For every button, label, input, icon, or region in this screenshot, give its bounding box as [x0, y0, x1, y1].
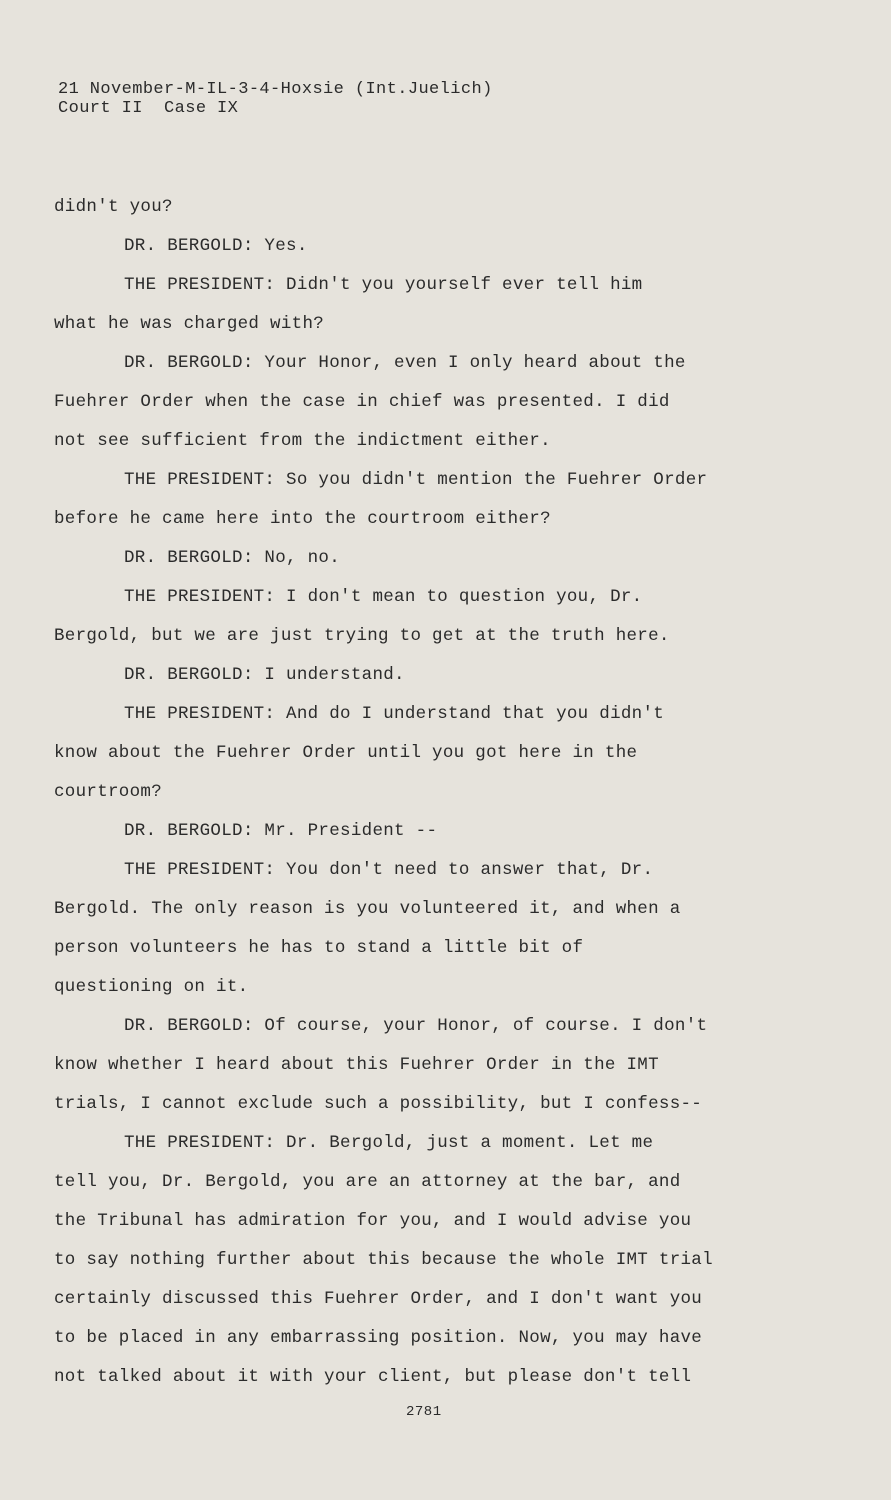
transcript-line: THE PRESIDENT: I don't mean to question you, Dr. [124, 587, 643, 607]
transcript-line: THE PRESIDENT: And do I understand that you didn't [124, 704, 665, 724]
transcript-line: tell you, Dr. Bergold, you are an attorney at the bar, and [54, 1172, 681, 1192]
transcript-line: know whether I heard about this Fuehrer Order in the IMT [54, 1055, 659, 1075]
transcript-line: what he was charged with? [54, 314, 325, 334]
transcript-line: DR. BERGOLD: Mr. President -- [124, 821, 438, 841]
transcript-line: certainly discussed this Fuehrer Order, and I don't want you [54, 1289, 703, 1309]
transcript-line: DR. BERGOLD: Your Honor, even I only heard about the [124, 353, 686, 373]
transcript-line: THE PRESIDENT: Dr. Bergold, just a moment. Let me [124, 1133, 654, 1153]
transcript-line: questioning on it. [54, 977, 249, 997]
header-line-2: Court II Case IX [58, 99, 239, 118]
transcript-line: the Tribunal has admiration for you, and I would advise you [54, 1211, 692, 1231]
transcript-line: to say nothing further about this because the whole IMT trial [54, 1250, 713, 1270]
transcript-line: courtroom? [54, 782, 163, 802]
transcript-line: before he came here into the courtroom either? [54, 509, 551, 529]
transcript-line: to be placed in any embarrassing position. Now, you may have [54, 1328, 703, 1348]
transcript-line: Bergold, but we are just trying to get at the truth here. [54, 626, 670, 646]
transcript-line: DR. BERGOLD: Yes. [124, 236, 308, 256]
transcript-line: person volunteers he has to stand a little bit of [54, 938, 584, 958]
transcript-line: didn't you? [54, 197, 173, 217]
transcript-line: DR. BERGOLD: I understand. [124, 665, 405, 685]
transcript-line: THE PRESIDENT: You don't need to answer that, Dr. [124, 860, 654, 880]
transcript-line: THE PRESIDENT: So you didn't mention the Fuehrer Order [124, 470, 708, 490]
transcript-line: DR. BERGOLD: No, no. [124, 548, 341, 568]
transcript-line: trials, I cannot exclude such a possibility, but I confess-- [54, 1094, 703, 1114]
transcript-line: Bergold. The only reason is you volunteered it, and when a [54, 899, 681, 919]
transcript-line: DR. BERGOLD: Of course, your Honor, of course. I don't [124, 1016, 708, 1036]
transcript-line: know about the Fuehrer Order until you got here in the [54, 743, 638, 763]
transcript-line: not talked about it with your client, but please don't tell [54, 1367, 692, 1387]
page-header [58, 80, 493, 118]
header-line-1: 21 November-M-IL-3-4-Hoxsie (Int.Juelich) [58, 80, 493, 99]
page-number: 2781 [406, 1404, 442, 1420]
transcript-line: not see sufficient from the indictment either. [54, 431, 551, 451]
transcript-line: THE PRESIDENT: Didn't you yourself ever tell him [124, 275, 643, 295]
transcript-line: Fuehrer Order when the case in chief was presented. I did [54, 392, 670, 412]
